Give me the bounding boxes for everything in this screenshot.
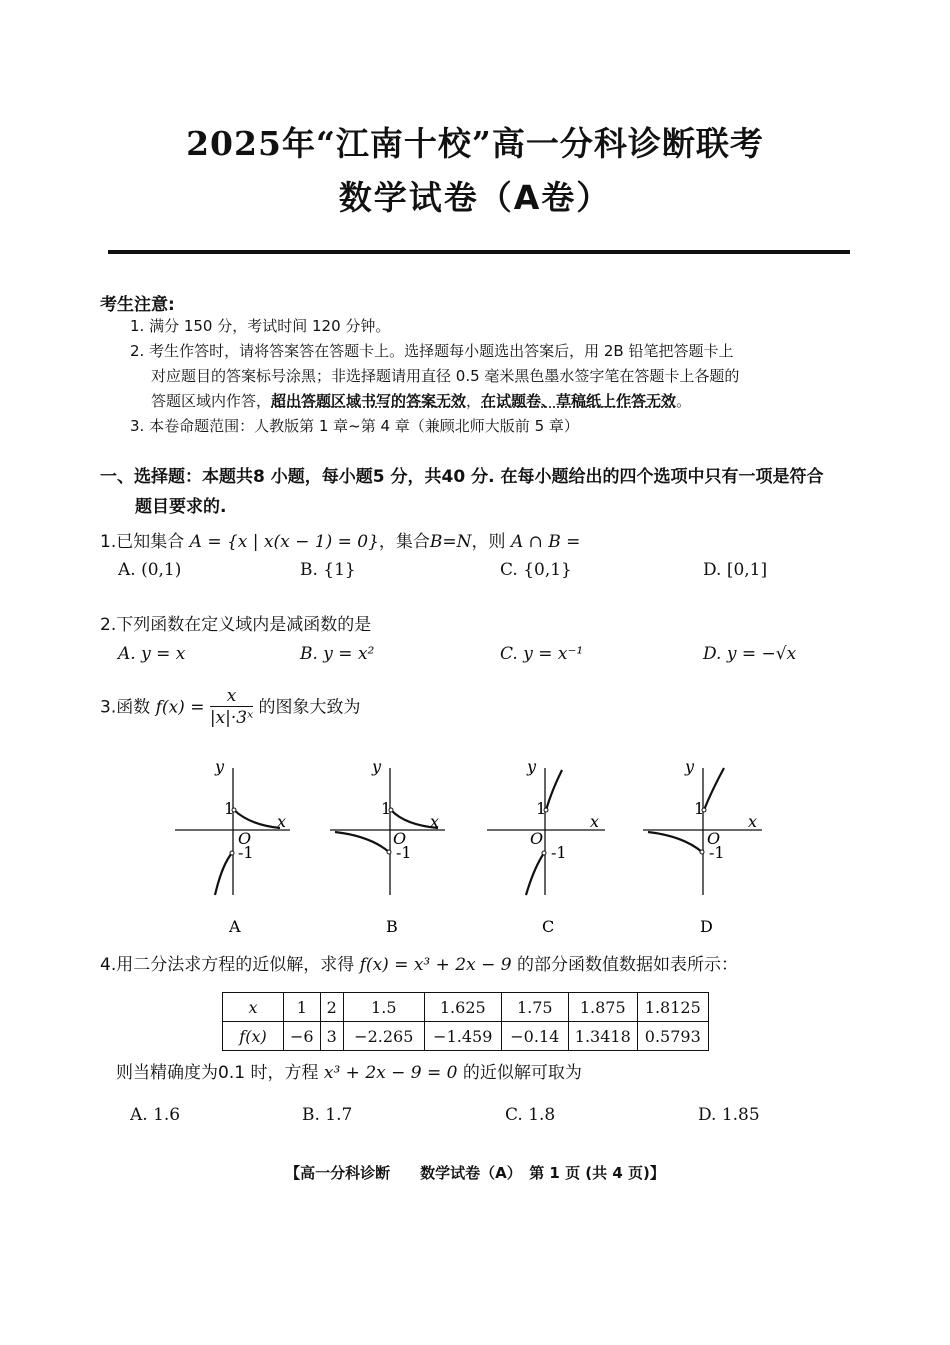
graph-a-tick-1: 1 bbox=[224, 799, 235, 818]
notice-emphasis-1: 超出答题区域书写的答案无效 bbox=[271, 392, 467, 410]
q4-text-b: 的部分函数值数据如表所示： bbox=[516, 955, 738, 975]
page-footer: 【高一分科诊断 数学试卷（A） 第 1 页 (共 4 页)】 bbox=[285, 1164, 665, 1182]
table-cell: 2 bbox=[320, 993, 343, 1022]
graph-c-tick-1: 1 bbox=[536, 799, 547, 818]
graph-d-curve-left bbox=[648, 832, 702, 852]
q3-text-a: 3.函数 bbox=[100, 697, 151, 718]
graph-c-curve-right bbox=[546, 770, 562, 810]
question-2-stem: 2.下列函数在定义域内是减函数的是 bbox=[100, 615, 372, 635]
graph-a-curve-left bbox=[215, 853, 232, 895]
q3-denominator: |x|·3ˣ bbox=[209, 708, 254, 728]
graph-c-open-point-bottom bbox=[542, 851, 546, 855]
q1-set-b: B=N bbox=[429, 532, 472, 552]
table-cell: 1.5 bbox=[343, 993, 424, 1022]
q3-numerator: x bbox=[210, 686, 253, 707]
q4-follow-up bbox=[116, 1058, 582, 1083]
q2-option-b[interactable]: B. y = x² bbox=[300, 644, 375, 664]
graph-b-x-label: x bbox=[430, 812, 440, 831]
graph-c[interactable] bbox=[487, 757, 605, 936]
graph-b-open-point-bottom bbox=[387, 850, 391, 854]
q1-option-a[interactable]: A. (0,1) bbox=[118, 560, 182, 580]
graph-a-curve-right bbox=[234, 810, 280, 828]
q2-option-c[interactable]: C. y = x⁻¹ bbox=[500, 644, 584, 664]
graph-d-y-label: y bbox=[685, 757, 695, 776]
q4-option-b[interactable]: B. 1.7 bbox=[302, 1105, 353, 1125]
graph-c-origin: O bbox=[530, 829, 544, 848]
table-row bbox=[223, 1022, 709, 1051]
q1-option-c[interactable]: C. {0,1} bbox=[500, 560, 572, 580]
graph-d-curve-right bbox=[704, 768, 724, 810]
table-cell: −2.265 bbox=[343, 1022, 424, 1051]
graph-a-origin: O bbox=[238, 829, 252, 848]
q3-text-b: 的图象大致为 bbox=[258, 697, 361, 718]
graph-b-tick-1: 1 bbox=[381, 799, 392, 818]
graph-c-curve-left bbox=[526, 853, 544, 895]
question-1-stem bbox=[100, 527, 580, 552]
notice-item-3: 3. 本卷命题范围：人教版第 1 章~第 4 章（兼顾北师大版前 5 章） bbox=[130, 417, 579, 435]
graph-a-tick-neg1: -1 bbox=[238, 843, 254, 862]
notice-emphasis-2: 在试题卷、草稿纸上作答无效 bbox=[481, 392, 677, 410]
q4-option-c[interactable]: C. 1.8 bbox=[505, 1105, 556, 1125]
q4-follow-text-a: 则当精确度为0.1 时，方程 bbox=[116, 1063, 319, 1083]
title-divider bbox=[108, 250, 850, 254]
graph-c-tick-neg1: -1 bbox=[551, 843, 567, 862]
table-cell: −0.14 bbox=[501, 1022, 568, 1051]
graph-d-x-label: x bbox=[748, 812, 758, 831]
notice-end: 。 bbox=[676, 392, 692, 410]
graph-a-y-label: y bbox=[215, 757, 225, 776]
graph-b-curve-left bbox=[335, 832, 389, 852]
table-cell: x bbox=[223, 993, 284, 1022]
table-cell: −1.459 bbox=[424, 1022, 501, 1051]
graph-a-label: A bbox=[229, 917, 241, 936]
table-cell: −6 bbox=[284, 1022, 321, 1051]
q4-equation: x³ + 2x − 9 = 0 bbox=[323, 1063, 458, 1083]
question-3-stem bbox=[100, 686, 361, 729]
graph-c-x-label: x bbox=[590, 812, 600, 831]
graph-d-open-point-bottom bbox=[700, 850, 704, 854]
q1-text-a: 1.已知集合 bbox=[100, 532, 185, 552]
notice-item-2a: 2. 考生作答时，请将答案答在答题卡上。选择题每小题选出答案后，用 2B 铅笔把答题卡上 bbox=[130, 342, 734, 360]
q4-value-table bbox=[222, 992, 709, 1051]
q4-option-a[interactable]: A. 1.6 bbox=[130, 1105, 181, 1125]
q4-text-a: 4.用二分法求方程的近似解，求得 bbox=[100, 955, 355, 975]
question-4-stem bbox=[100, 950, 738, 975]
exam-title: 2025年“江南十校”高一分科诊断联考 bbox=[186, 124, 764, 163]
graph-b-tick-neg1: -1 bbox=[396, 843, 412, 862]
q4-option-d[interactable]: D. 1.85 bbox=[698, 1105, 760, 1125]
graph-d-tick-1: 1 bbox=[694, 799, 705, 818]
graph-d-label: D bbox=[700, 917, 713, 936]
graph-b-label: B bbox=[386, 917, 398, 936]
graph-d-origin: O bbox=[707, 829, 721, 848]
q1-set-a: A = {x | x(x − 1) = 0} bbox=[189, 532, 379, 552]
notice-item-2b: 对应题目的答案标号涂黑；非选择题请用直径 0.5 毫米黑色墨水签字笔在答题卡上各题的 bbox=[151, 367, 740, 385]
table-cell: 1.875 bbox=[568, 993, 637, 1022]
q1-text-b: ，集合 bbox=[378, 532, 430, 552]
graph-b[interactable] bbox=[330, 757, 445, 936]
notice-heading: 考生注意: bbox=[100, 295, 175, 315]
graph-b-origin: O bbox=[393, 829, 407, 848]
q3-fraction bbox=[210, 686, 253, 729]
graph-d-tick-neg1: -1 bbox=[709, 843, 725, 862]
graph-a-open-point-bottom bbox=[230, 851, 234, 855]
table-row bbox=[223, 993, 709, 1022]
exam-subtitle: 数学试卷（A卷） bbox=[338, 178, 612, 217]
q1-option-b[interactable]: B. {1} bbox=[300, 560, 356, 580]
table-cell: 1.625 bbox=[424, 993, 501, 1022]
table-cell: 1.3418 bbox=[568, 1022, 637, 1051]
graph-c-y-label: y bbox=[527, 757, 537, 776]
table-cell: 1.8125 bbox=[637, 993, 708, 1022]
q2-option-a[interactable]: A. y = x bbox=[118, 644, 186, 664]
q1-intersection: A ∩ B = bbox=[510, 532, 581, 552]
graph-c-label: C bbox=[542, 917, 555, 936]
section-heading-line1: 一、选择题：本题共8 小题，每小题5 分，共40 分. 在每小题给出的四个选项中只有一项是符合 bbox=[100, 467, 824, 487]
notice-sep: ， bbox=[466, 392, 482, 410]
table-cell: 1 bbox=[284, 993, 321, 1022]
q4-table-wrapper bbox=[222, 992, 709, 1051]
graph-b-y-label: y bbox=[372, 757, 382, 776]
q3-function: f(x) = bbox=[155, 697, 205, 718]
notice-item-2c bbox=[151, 389, 691, 414]
graph-a-x-label: x bbox=[277, 812, 287, 831]
table-cell: 1.75 bbox=[501, 993, 568, 1022]
table-cell: f(x) bbox=[223, 1022, 284, 1051]
q2-option-d[interactable]: D. y = −√x bbox=[703, 644, 797, 664]
table-cell: 0.5793 bbox=[637, 1022, 708, 1051]
q1-text-c: ，则 bbox=[471, 532, 506, 552]
notice-item-2c-plain: 答题区域内作答， bbox=[151, 392, 272, 410]
q1-option-d[interactable]: D. [0,1] bbox=[703, 560, 768, 580]
section-heading-line2: 题目要求的. bbox=[135, 497, 227, 517]
graph-a[interactable] bbox=[175, 757, 290, 936]
graph-d[interactable] bbox=[643, 757, 762, 936]
q4-follow-text-b: 的近似解可取为 bbox=[462, 1063, 582, 1083]
table-cell: 3 bbox=[320, 1022, 343, 1051]
q4-function: f(x) = x³ + 2x − 9 bbox=[359, 955, 512, 975]
q3-graphs bbox=[0, 750, 950, 950]
notice-item-1: 1. 满分 150 分，考试时间 120 分钟。 bbox=[130, 317, 391, 335]
